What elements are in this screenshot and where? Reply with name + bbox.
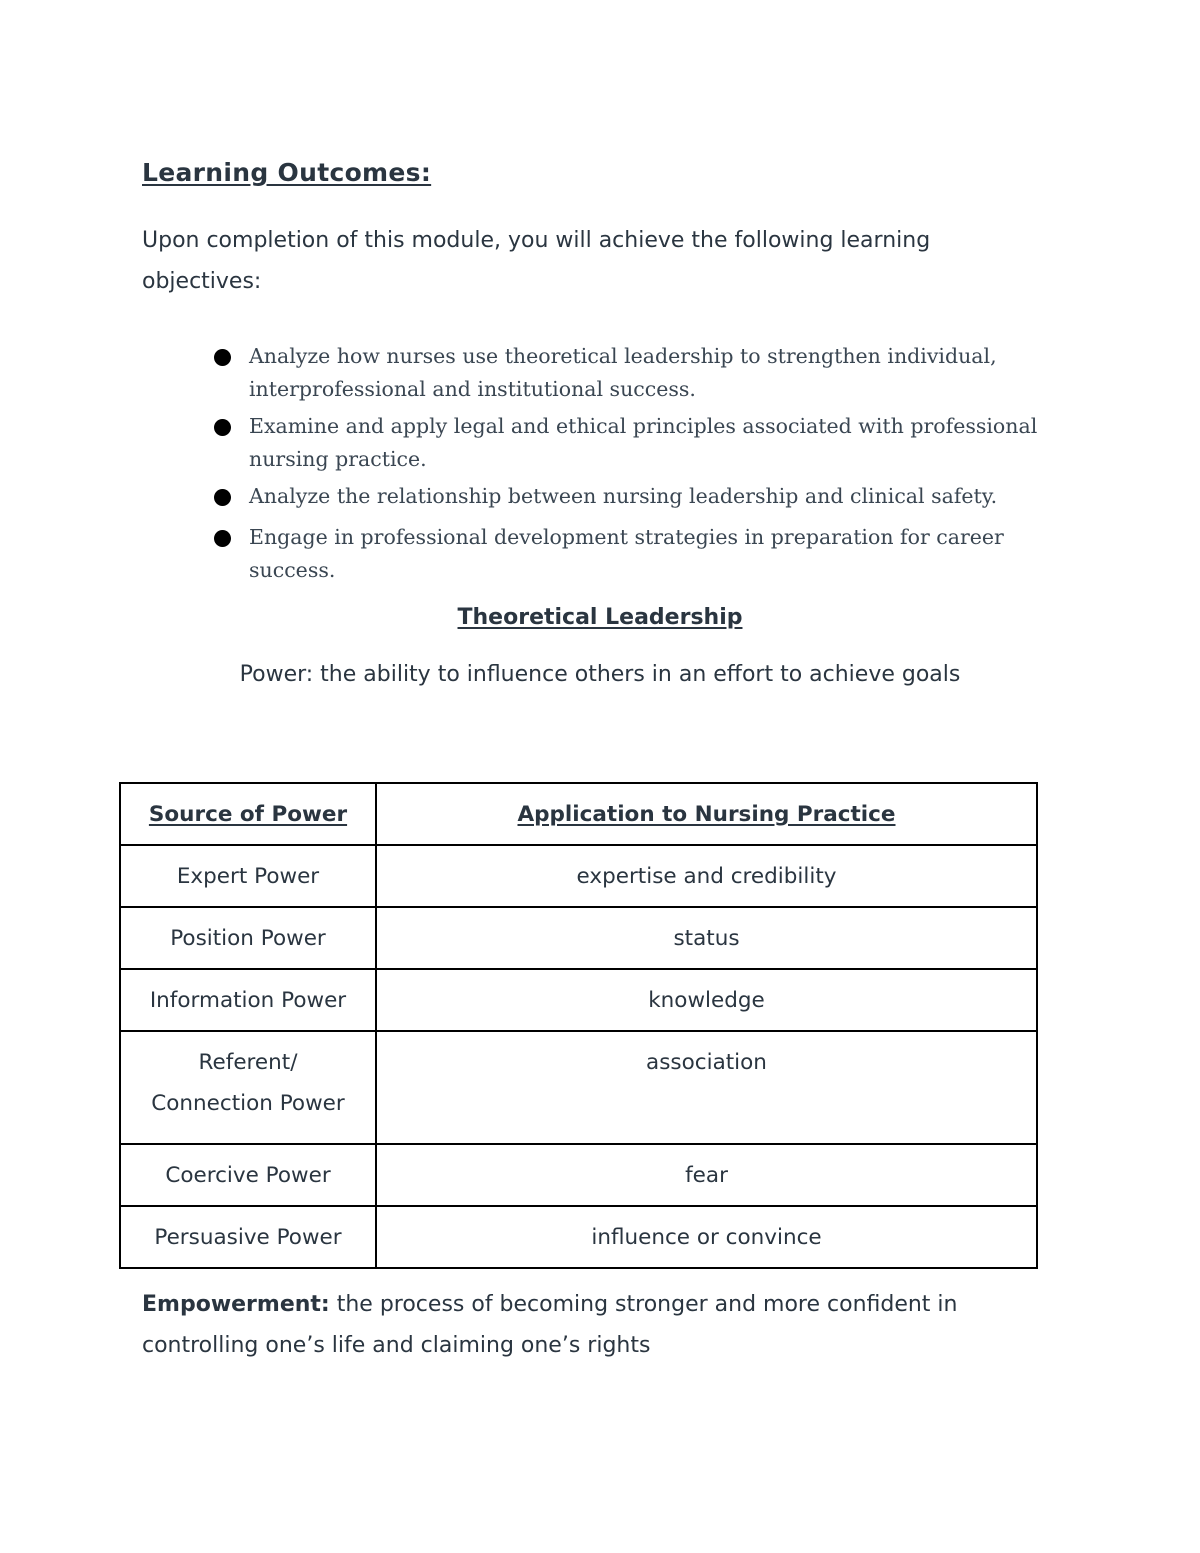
intro-paragraph: Upon completion of this module, you will achieve the following learning objectives: bbox=[142, 228, 931, 294]
column-header-application: Application to Nursing Practice bbox=[376, 783, 1037, 845]
list-item bbox=[212, 410, 1072, 476]
objective-text: Engage in professional development strategies in preparation for career success. bbox=[249, 525, 1004, 582]
application-cell: knowledge bbox=[376, 969, 1037, 1031]
source-cell: Coercive Power bbox=[120, 1144, 376, 1206]
bullet-icon bbox=[214, 489, 231, 506]
source-cell: Persuasive Power bbox=[120, 1206, 376, 1268]
bullet-icon bbox=[214, 530, 231, 547]
column-header-source: Source of Power bbox=[120, 783, 376, 845]
objective-text: Examine and apply legal and ethical principles associated with professional nursing practice. bbox=[249, 414, 1038, 471]
section-heading: Theoretical Leadership bbox=[457, 605, 743, 630]
application-cell: influence or convince bbox=[376, 1206, 1037, 1268]
list-item bbox=[212, 340, 1072, 406]
power-definition: Power: the ability to influence others in an effort to achieve goals bbox=[239, 662, 961, 687]
table-row bbox=[120, 1031, 1037, 1144]
application-cell: fear bbox=[376, 1144, 1037, 1206]
application-cell: association bbox=[376, 1031, 1037, 1144]
list-item bbox=[212, 480, 1072, 513]
source-cell-line: Referent/ bbox=[198, 1050, 298, 1075]
bullet-icon bbox=[214, 419, 231, 436]
empowerment-term: Empowerment: bbox=[142, 1292, 330, 1317]
table-row bbox=[120, 845, 1037, 907]
application-cell: status bbox=[376, 907, 1037, 969]
table-row bbox=[120, 907, 1037, 969]
empowerment-definition: the process of becoming stronger and more confident in controlling one’s life and claiming one’s rights bbox=[142, 1292, 958, 1358]
source-cell-line: Connection Power bbox=[151, 1091, 345, 1116]
bullet-icon bbox=[214, 349, 231, 366]
table-header-row bbox=[120, 783, 1037, 845]
page-title: Learning Outcomes: bbox=[142, 158, 432, 187]
source-cell bbox=[120, 1031, 376, 1144]
empowerment-paragraph bbox=[142, 1284, 1052, 1366]
list-item bbox=[212, 521, 1072, 587]
objective-text: Analyze the relationship between nursing leadership and clinical safety. bbox=[249, 484, 998, 508]
power-sources-table bbox=[119, 782, 1038, 1269]
source-cell: Information Power bbox=[120, 969, 376, 1031]
table-row bbox=[120, 969, 1037, 1031]
source-cell: Position Power bbox=[120, 907, 376, 969]
application-cell: expertise and credibility bbox=[376, 845, 1037, 907]
objectives-list bbox=[212, 340, 1072, 587]
table-row bbox=[120, 1144, 1037, 1206]
source-cell: Expert Power bbox=[120, 845, 376, 907]
table-row bbox=[120, 1206, 1037, 1268]
objective-text: Analyze how nurses use theoretical leadership to strengthen individual, interprofessional and institutional success. bbox=[249, 344, 997, 401]
